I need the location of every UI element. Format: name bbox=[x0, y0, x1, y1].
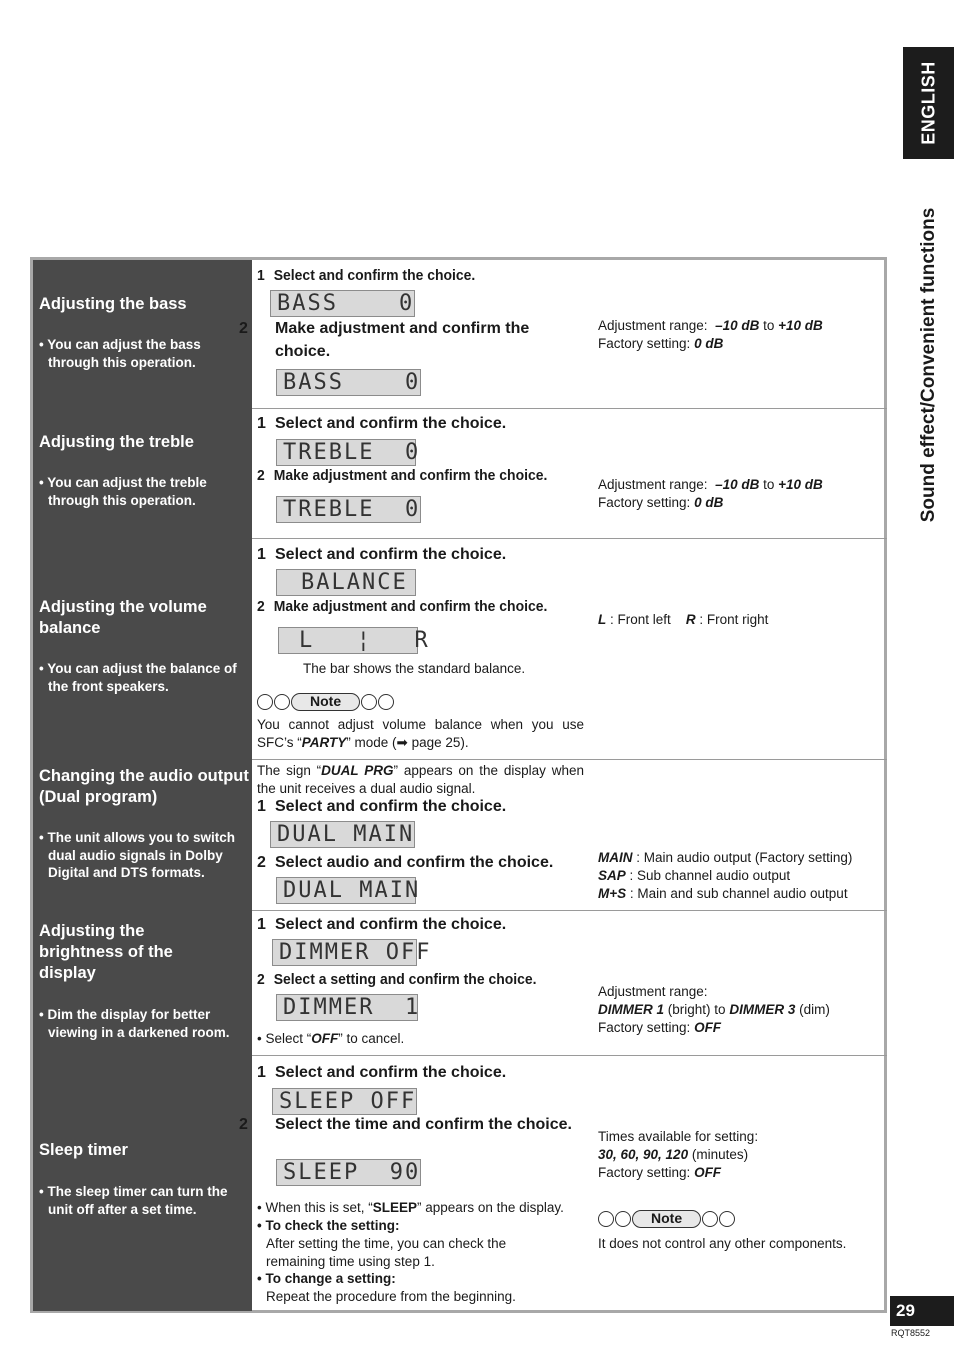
note-header bbox=[257, 693, 395, 711]
section-side-title-text: Sound effect/Convenient functions bbox=[917, 207, 939, 523]
factory-setting: Factory setting: 0 dB bbox=[598, 336, 724, 351]
language-tab bbox=[903, 47, 954, 159]
row-header bbox=[33, 408, 252, 538]
step-2: 2 Select a setting and confirm the choice. bbox=[257, 971, 537, 988]
adjustment-range: DIMMER 1 (bright) to DIMMER 3 (dim) bbox=[598, 1002, 830, 1017]
note-header bbox=[598, 1210, 736, 1228]
step-1: 1 Select and confirm the choice. bbox=[257, 798, 507, 815]
factory-setting: Factory setting: OFF bbox=[598, 1165, 722, 1180]
sleep-display-info: • When this is set, “SLEEP” appears on the display. bbox=[257, 1200, 564, 1215]
adjustment-range: Adjustment range: –10 dB to +10 dB bbox=[598, 477, 823, 492]
row-description: • The sleep timer can turn the unit off after a set time. bbox=[39, 1184, 228, 1217]
step-2: 2 Make adjustment and confirm the choice. bbox=[257, 467, 548, 484]
note-label: Note bbox=[632, 1210, 701, 1228]
row-description: • You can adjust the balance of the front speakers. bbox=[39, 661, 237, 694]
times-label: Times available for setting: bbox=[598, 1129, 759, 1144]
row-steps bbox=[252, 408, 589, 538]
bar-caption: The bar shows the standard balance. bbox=[303, 661, 526, 676]
note-text: You cannot adjust volume balance when you use SFC’s “PARTY” mode (➡ page 25). bbox=[257, 717, 584, 750]
row-info bbox=[589, 538, 887, 759]
lcd-display: L ¦ R bbox=[278, 627, 418, 654]
step-1: 1 Select and confirm the choice. bbox=[257, 916, 507, 933]
change-setting-heading: • To change a setting: bbox=[257, 1271, 396, 1286]
row-header bbox=[33, 910, 252, 1055]
table-row-balance bbox=[33, 538, 887, 760]
row-title: Sleep timer bbox=[39, 1141, 128, 1159]
step-1: 1 Select and confirm the choice. bbox=[257, 267, 476, 284]
row-title: Adjusting the brightness of the display bbox=[39, 922, 173, 982]
table-row-sleep-timer bbox=[33, 1055, 887, 1311]
row-steps bbox=[252, 759, 589, 910]
cancel-hint: • Select “OFF” to cancel. bbox=[257, 1031, 405, 1046]
table-row-bass bbox=[33, 260, 887, 409]
row-description: • The unit allows you to switch dual audio signals in Dolby Digital and DTS formats. bbox=[39, 830, 235, 880]
row-header bbox=[33, 260, 252, 408]
lcd-display: DIMMER OFF bbox=[272, 939, 417, 966]
row-steps bbox=[239, 260, 589, 408]
functions-table bbox=[30, 257, 887, 1313]
row-info bbox=[589, 759, 887, 910]
dual-intro: The sign “DUAL PRG” appears on the display when the unit receives a dual audio signal. bbox=[257, 763, 584, 796]
table-row-dimmer bbox=[33, 910, 887, 1056]
lcd-display: BASS 0 bbox=[276, 369, 421, 396]
page-number: 29 bbox=[890, 1296, 954, 1326]
step-2: 2 Make adjustment and confirm the choice. bbox=[257, 598, 548, 615]
option-sap: SAP : Sub channel audio output bbox=[598, 868, 791, 883]
row-info bbox=[589, 1055, 887, 1311]
option-ms: M+S : Main and sub channel audio output bbox=[598, 886, 848, 901]
row-header bbox=[33, 1055, 252, 1311]
lcd-display: DUAL MAIN bbox=[270, 821, 415, 848]
lcd-display: BASS 0 bbox=[270, 290, 415, 317]
step-1: 1 Select and confirm the choice. bbox=[257, 546, 507, 563]
change-setting-text: Repeat the procedure from the beginning. bbox=[266, 1289, 516, 1304]
lcd-display: BALANCE bbox=[276, 569, 416, 596]
table-row-treble bbox=[33, 408, 887, 539]
note-text: It does not control any other components. bbox=[598, 1236, 847, 1251]
row-header bbox=[33, 538, 252, 759]
note-label: Note bbox=[291, 693, 360, 711]
language-tab-label: ENGLISH bbox=[918, 61, 938, 145]
check-setting-heading: • To check the setting: bbox=[257, 1218, 400, 1233]
row-steps bbox=[252, 538, 589, 759]
row-info bbox=[589, 910, 887, 1055]
row-info bbox=[589, 408, 887, 538]
step-1: 1 Select and confirm the choice. bbox=[257, 415, 507, 432]
row-description: • Dim the display for better viewing in a darkened room. bbox=[39, 1007, 230, 1040]
row-description: • You can adjust the bass through this operation. bbox=[39, 337, 201, 370]
row-info bbox=[589, 260, 887, 408]
row-title: Adjusting the treble bbox=[39, 433, 194, 451]
lcd-display: DUAL MAIN bbox=[276, 877, 416, 904]
row-header bbox=[33, 759, 252, 910]
lcd-display: SLEEP OFF bbox=[272, 1088, 417, 1115]
row-description: • You can adjust the treble through this operation. bbox=[39, 475, 207, 508]
row-steps bbox=[252, 910, 589, 1055]
lcd-display: TREBLE 0 bbox=[276, 439, 416, 466]
lcd-display: TREBLE 0 bbox=[276, 496, 421, 523]
adjustment-range: Adjustment range: –10 dB to +10 dB bbox=[598, 318, 823, 333]
lcd-display: SLEEP 90 bbox=[276, 1159, 421, 1186]
step-2: 2 Make adjustment and confirm the choice. bbox=[239, 320, 530, 360]
option-main: MAIN : Main audio output (Factory setting) bbox=[598, 850, 853, 865]
factory-setting: Factory setting: 0 dB bbox=[598, 495, 724, 510]
row-title: Changing the audio output (Dual program) bbox=[39, 767, 249, 806]
times-values: 30, 60, 90, 120 (minutes) bbox=[598, 1147, 749, 1162]
section-side-title bbox=[903, 165, 954, 565]
adjustment-range-label: Adjustment range: bbox=[598, 984, 708, 999]
document-code: RQT8552 bbox=[891, 1328, 931, 1338]
table-row-dual-program bbox=[33, 759, 887, 911]
step-2: 2 Select the time and confirm the choice. bbox=[239, 1116, 572, 1133]
row-title: Adjusting the volume balance bbox=[39, 598, 207, 637]
check-setting-text: After setting the time, you can check the remaining time using step 1. bbox=[266, 1236, 507, 1269]
step-1: 1 Select and confirm the choice. bbox=[257, 1064, 507, 1081]
step-2: 2 Select audio and confirm the choice. bbox=[257, 854, 554, 871]
lcd-display: DIMMER 1 bbox=[276, 994, 418, 1021]
row-steps bbox=[239, 1055, 589, 1311]
row-title: Adjusting the bass bbox=[39, 295, 187, 313]
factory-setting: Factory setting: OFF bbox=[598, 1020, 722, 1035]
balance-legend: L : Front left R : Front right bbox=[598, 612, 769, 627]
